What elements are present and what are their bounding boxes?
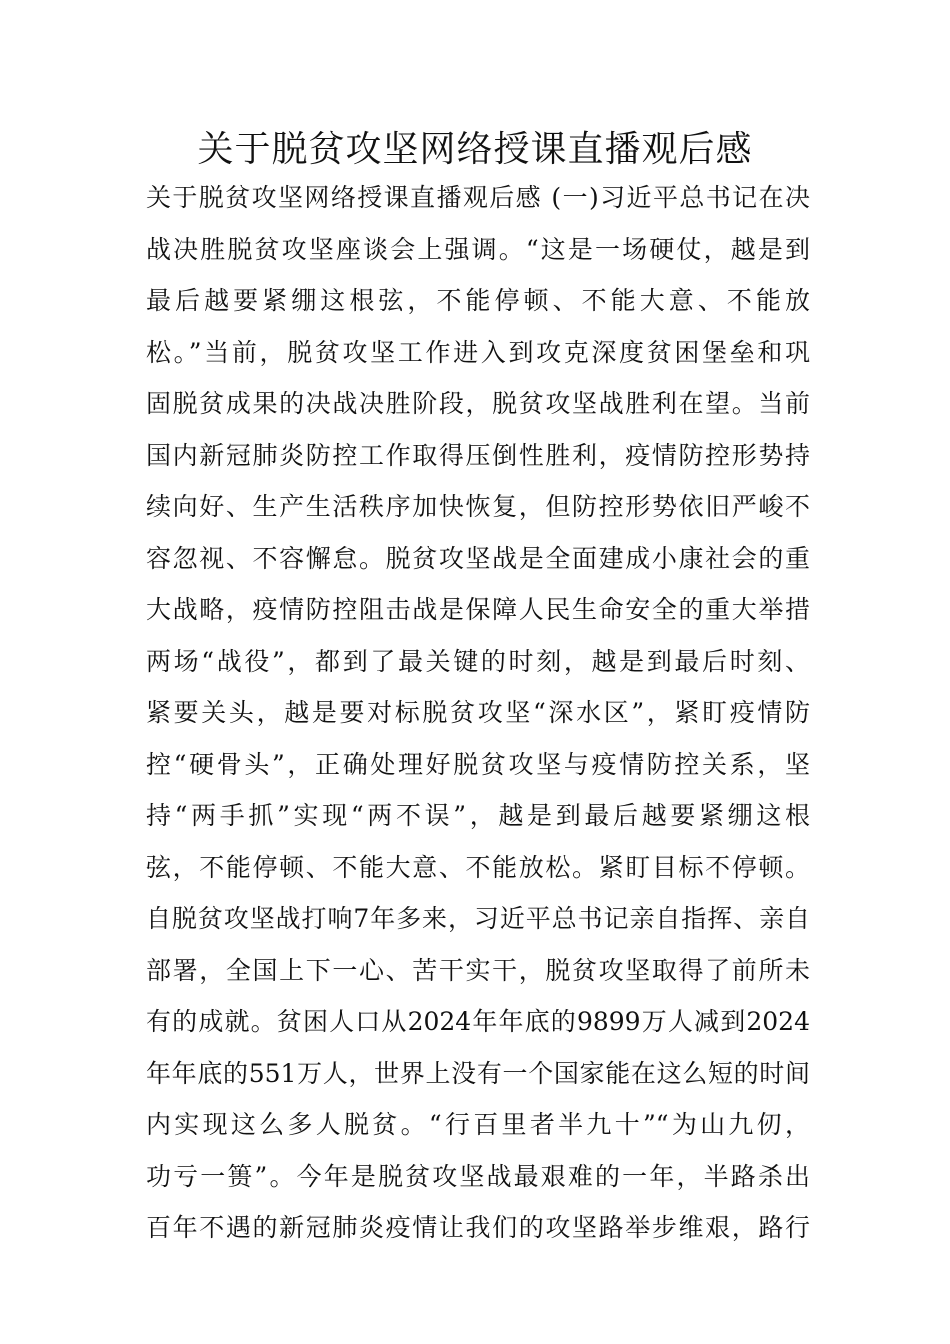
body-line: 紧要关头，越是要对标脱贫攻坚“深水区”，紧盯疫情防 xyxy=(146,698,810,727)
document-body xyxy=(146,172,810,1254)
body-line: 持“两手抓”实现“两不误”，越是到最后越要紧绷这根 xyxy=(146,801,810,830)
body-line: 续向好、生产生活秩序加快恢复，但防控形势依旧严峻不 xyxy=(146,492,810,521)
body-line: 自脱贫攻坚战打响7年多来，习近平总书记亲自指挥、亲自 xyxy=(146,904,810,933)
document-title: 关于脱贫攻坚网络授课直播观后感 xyxy=(197,129,753,170)
body-line: 关于脱贫攻坚网络授课直播观后感 (一)习近平总书记在决 xyxy=(146,183,810,212)
body-line: 两场“战役”，都到了最关键的时刻，越是到最后时刻、 xyxy=(146,646,810,676)
body-line: 最后越要紧绷这根弦，不能停顿、不能大意、不能放 xyxy=(146,286,810,315)
body-line: 松。”当前，脱贫攻坚工作进入到攻克深度贫困堡垒和巩 xyxy=(146,337,810,367)
body-line: 弦，不能停顿、不能大意、不能放松。紧盯目标不停顿。 xyxy=(146,852,810,882)
body-line: 大战略，疫情防控阻击战是保障人民生命安全的重大举措 xyxy=(146,595,810,624)
body-line: 控“硬骨头”，正确处理好脱贫攻坚与疫情防控关系，坚 xyxy=(146,749,810,779)
body-line: 有的成就。贫困人口从2024年年底的9899万人减到2024 xyxy=(146,1007,810,1036)
body-line: 百年不遇的新冠肺炎疫情让我们的攻坚路举步维艰，路行 xyxy=(146,1213,810,1242)
body-line: 战决胜脱贫攻坚座谈会上强调。“这是一场硬仗，越是到 xyxy=(146,234,810,264)
body-line: 容忽视、不容懈怠。脱贫攻坚战是全面建成小康社会的重 xyxy=(146,543,810,573)
body-line: 年年底的551万人，世界上没有一个国家能在这么短的时间 xyxy=(146,1058,810,1088)
body-line: 固脱贫成果的决战决胜阶段，脱贫攻坚战胜利在望。当前 xyxy=(146,389,810,418)
body-line: 功亏一篑”。今年是脱贫攻坚战最艰难的一年，半路杀出 xyxy=(146,1161,810,1191)
body-line: 部署，全国上下一心、苦干实干，脱贫攻坚取得了前所未 xyxy=(146,955,810,985)
body-line: 内实现这么多人脱贫。“行百里者半九十”“为山九仞， xyxy=(146,1110,810,1139)
body-line: 国内新冠肺炎防控工作取得压倒性胜利，疫情防控形势持 xyxy=(146,440,810,470)
